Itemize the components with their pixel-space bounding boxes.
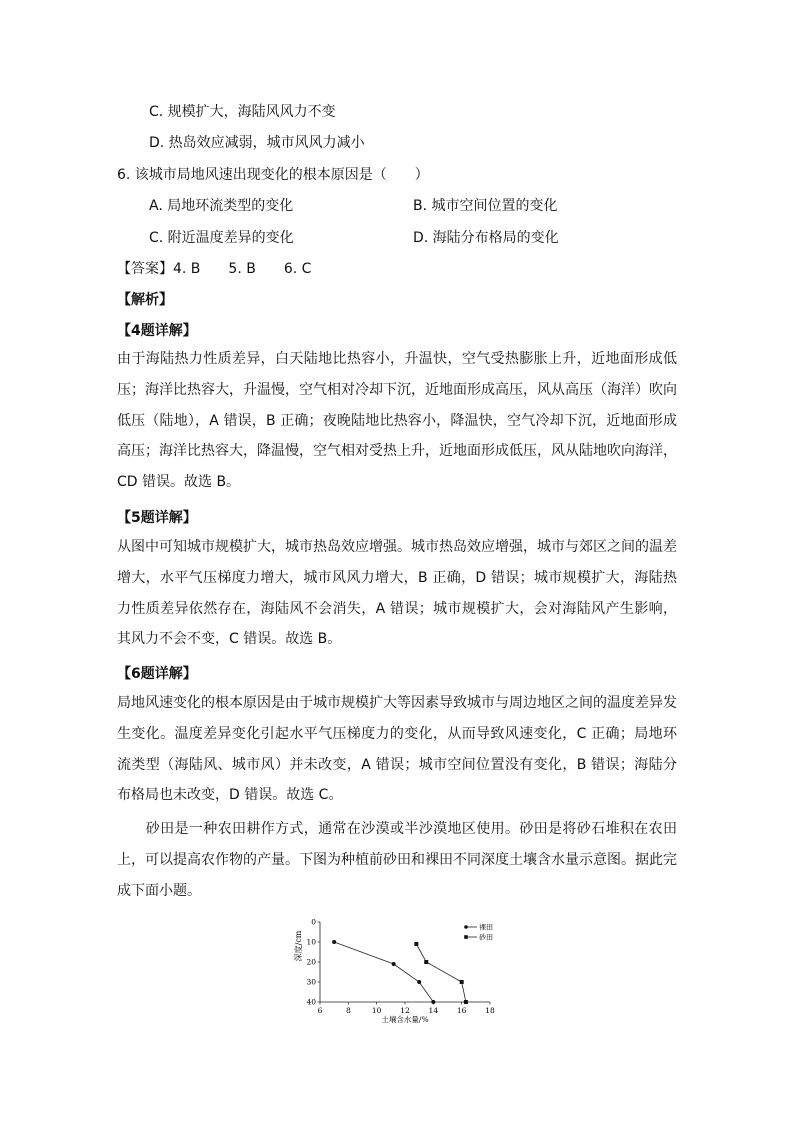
legend-label-0: 裸田: [479, 923, 493, 932]
q4-detail-text: 由于海陆热力性质差异，白天陆地比热容小，升温快，空气受热膨胀上升，近地面形成低压；海洋比热容大，升温慢，空气相对冷却下沉，近地面形成高压，风从高压（海洋）吹向低压（陆地），A 错误，B 正确；夜晚陆地比热容小，降温快，空气冷却下沉，近地面形成高压；海洋比热容大，降温慢，空气相对受热上升，近地面形成低压，风从陆地吹向海洋，CD 错误。故选 B。: [117, 351, 677, 491]
y-tick-label: 20: [306, 957, 316, 967]
answer-line: 【答案】4. B 5. B 6. C: [117, 261, 312, 277]
sand-field-intro: 砂田是一种农田耕作方式，通常在沙漠或半沙漠地区使用。砂田是将砂石堆积在农田上，可以提高农作物的产量。下图为种植前砂田和裸田不同深度土壤含水量示意图。据此完成下面小题。: [117, 821, 677, 899]
x-tick-label: 8: [345, 1006, 351, 1015]
q6-option-d: D. 海陆分布格局的变化: [413, 230, 559, 246]
series-line-1: [416, 944, 466, 1002]
legend-label-1: 砂田: [479, 933, 493, 942]
data-point-square: [414, 942, 418, 946]
q5-detail-title: 【5题详解】: [117, 510, 197, 526]
data-point-square: [424, 960, 428, 964]
data-point-circle: [431, 1000, 435, 1004]
series-line-0: [334, 942, 433, 1002]
x-tick-label: 12: [400, 1006, 410, 1015]
q6-option-c: C. 附近温度差异的变化: [149, 230, 294, 246]
x-tick-label: 16: [456, 1006, 467, 1015]
y-tick-label: 30: [306, 977, 316, 987]
data-point-circle: [332, 940, 336, 944]
data-point-square: [460, 980, 464, 984]
q6-detail-title: 【6题详解】: [117, 666, 197, 682]
q5-option-c: C. 规模扩大，海陆风风力不变: [149, 104, 336, 120]
q4-detail-title: 【4题详解】: [117, 323, 197, 339]
q6-option-a: A. 局地环流类型的变化: [149, 198, 294, 214]
y-tick-label: 10: [306, 937, 316, 947]
data-point-square: [464, 1000, 468, 1004]
legend: [464, 923, 493, 942]
x-tick-label: 6: [317, 1006, 323, 1015]
q6-stem: 6. 该城市局地风速出现变化的根本原因是（ ）: [117, 167, 429, 183]
data-point-circle: [417, 980, 421, 984]
y-tick-label: 0: [311, 917, 316, 927]
x-tick-label: 14: [428, 1006, 439, 1015]
x-axis-label: 土壤含水量/%: [381, 1015, 429, 1024]
x-tick-label: 18: [485, 1006, 495, 1015]
y-axis-label: 深度/cm: [294, 930, 303, 962]
y-tick-label: 40: [306, 997, 316, 1007]
q6-detail-text: 局地风速变化的根本原因是由于城市规模扩大等因素导致城市与周边地区之间的温度差异发生变化。温度差异变化引起水平气压梯度力的变化，从而导致风速变化，C 正确；局地环流类型（海陆风、城市风）并未改变，A 错误；城市空间位置没有变化，B 错误；海陆分布格局也未改变，D 错误。故选 C。: [117, 695, 677, 804]
q5-detail-text: 从图中可知城市规模扩大，城市热岛效应增强。城市热岛效应增强，城市与郊区之间的温差增大，水平气压梯度力增大，城市风风力增大，B 正确，D 错误；城市规模扩大，海陆热力性质差异依然存在，海陆风不会消失，A 错误；城市规模扩大，会对海陆风产生影响，其风力不会不变，C 错误。故选 B。: [117, 539, 677, 648]
legend-marker-circle: [464, 925, 468, 929]
soil-moisture-chart: [290, 910, 510, 1030]
q6-option-b: B. 城市空间位置的变化: [413, 198, 558, 214]
data-point-circle: [392, 962, 396, 966]
legend-marker-square: [464, 935, 468, 939]
x-tick-label: 10: [371, 1006, 382, 1015]
analysis-title: 【解析】: [117, 292, 173, 308]
q5-option-d: D. 热岛效应减弱，城市风风力减小: [149, 135, 365, 151]
